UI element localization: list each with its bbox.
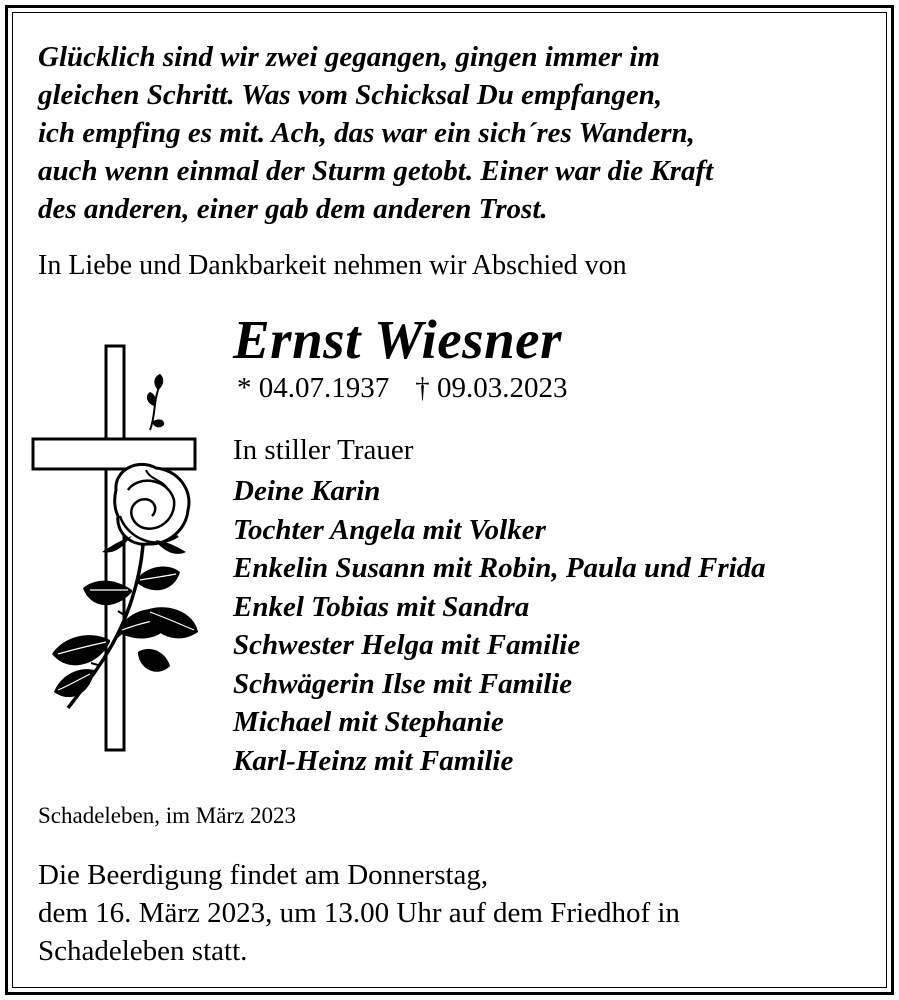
mourner-item: Enkel Tobias mit Sandra (233, 590, 530, 623)
poem-line: gleichen Schritt. Was vom Schicksal Du empfangen, (38, 79, 663, 111)
deceased-name: Ernst Wiesner (233, 309, 562, 370)
birth-date: * 04.07.1937 (237, 372, 390, 404)
place-and-date: Schadeleben, im März 2023 (38, 803, 297, 828)
farewell-intro: In Liebe und Dankbarkeit nehmen wir Abschied von (38, 250, 627, 281)
death-date: † 09.03.2023 (415, 372, 568, 404)
poem-line: auch wenn einmal der Sturm getobt. Einer war die Kraft (38, 155, 714, 187)
poem-line: Glücklich sind wir zwei gegangen, gingen immer im (38, 41, 660, 73)
funeral-notice (38, 856, 680, 970)
mourners-list (233, 472, 766, 780)
funeral-line: dem 16. März 2023, um 13.00 Uhr auf dem Friedhof in (38, 897, 680, 929)
poem-line: des anderen, einer gab dem anderen Trost. (38, 193, 548, 225)
poem-text (38, 38, 713, 228)
mourner-item: Michael mit Stephanie (233, 706, 504, 738)
poem-line: ich empfing es mit. Ach, das war ein sich´res Wandern, (38, 117, 695, 149)
mourner-item: Schwägerin Ilse mit Familie (233, 667, 573, 700)
mourner-item: Deine Karin (233, 475, 381, 507)
mourner-item: Enkelin Susann mit Robin, Paula und Frida (233, 552, 766, 584)
funeral-line: Die Beerdigung findet am Donnerstag, (38, 859, 489, 891)
funeral-line: Schadeleben statt. (38, 935, 248, 967)
mourner-item: Schwester Helga mit Familie (233, 629, 581, 661)
mourning-intro: In stiller Trauer (233, 434, 414, 466)
cross-with-rose-icon (28, 340, 208, 760)
mourner-item: Karl-Heinz mit Familie (233, 744, 514, 777)
life-dates (237, 372, 568, 405)
mourner-item: Tochter Angela mit Volker (233, 513, 546, 546)
